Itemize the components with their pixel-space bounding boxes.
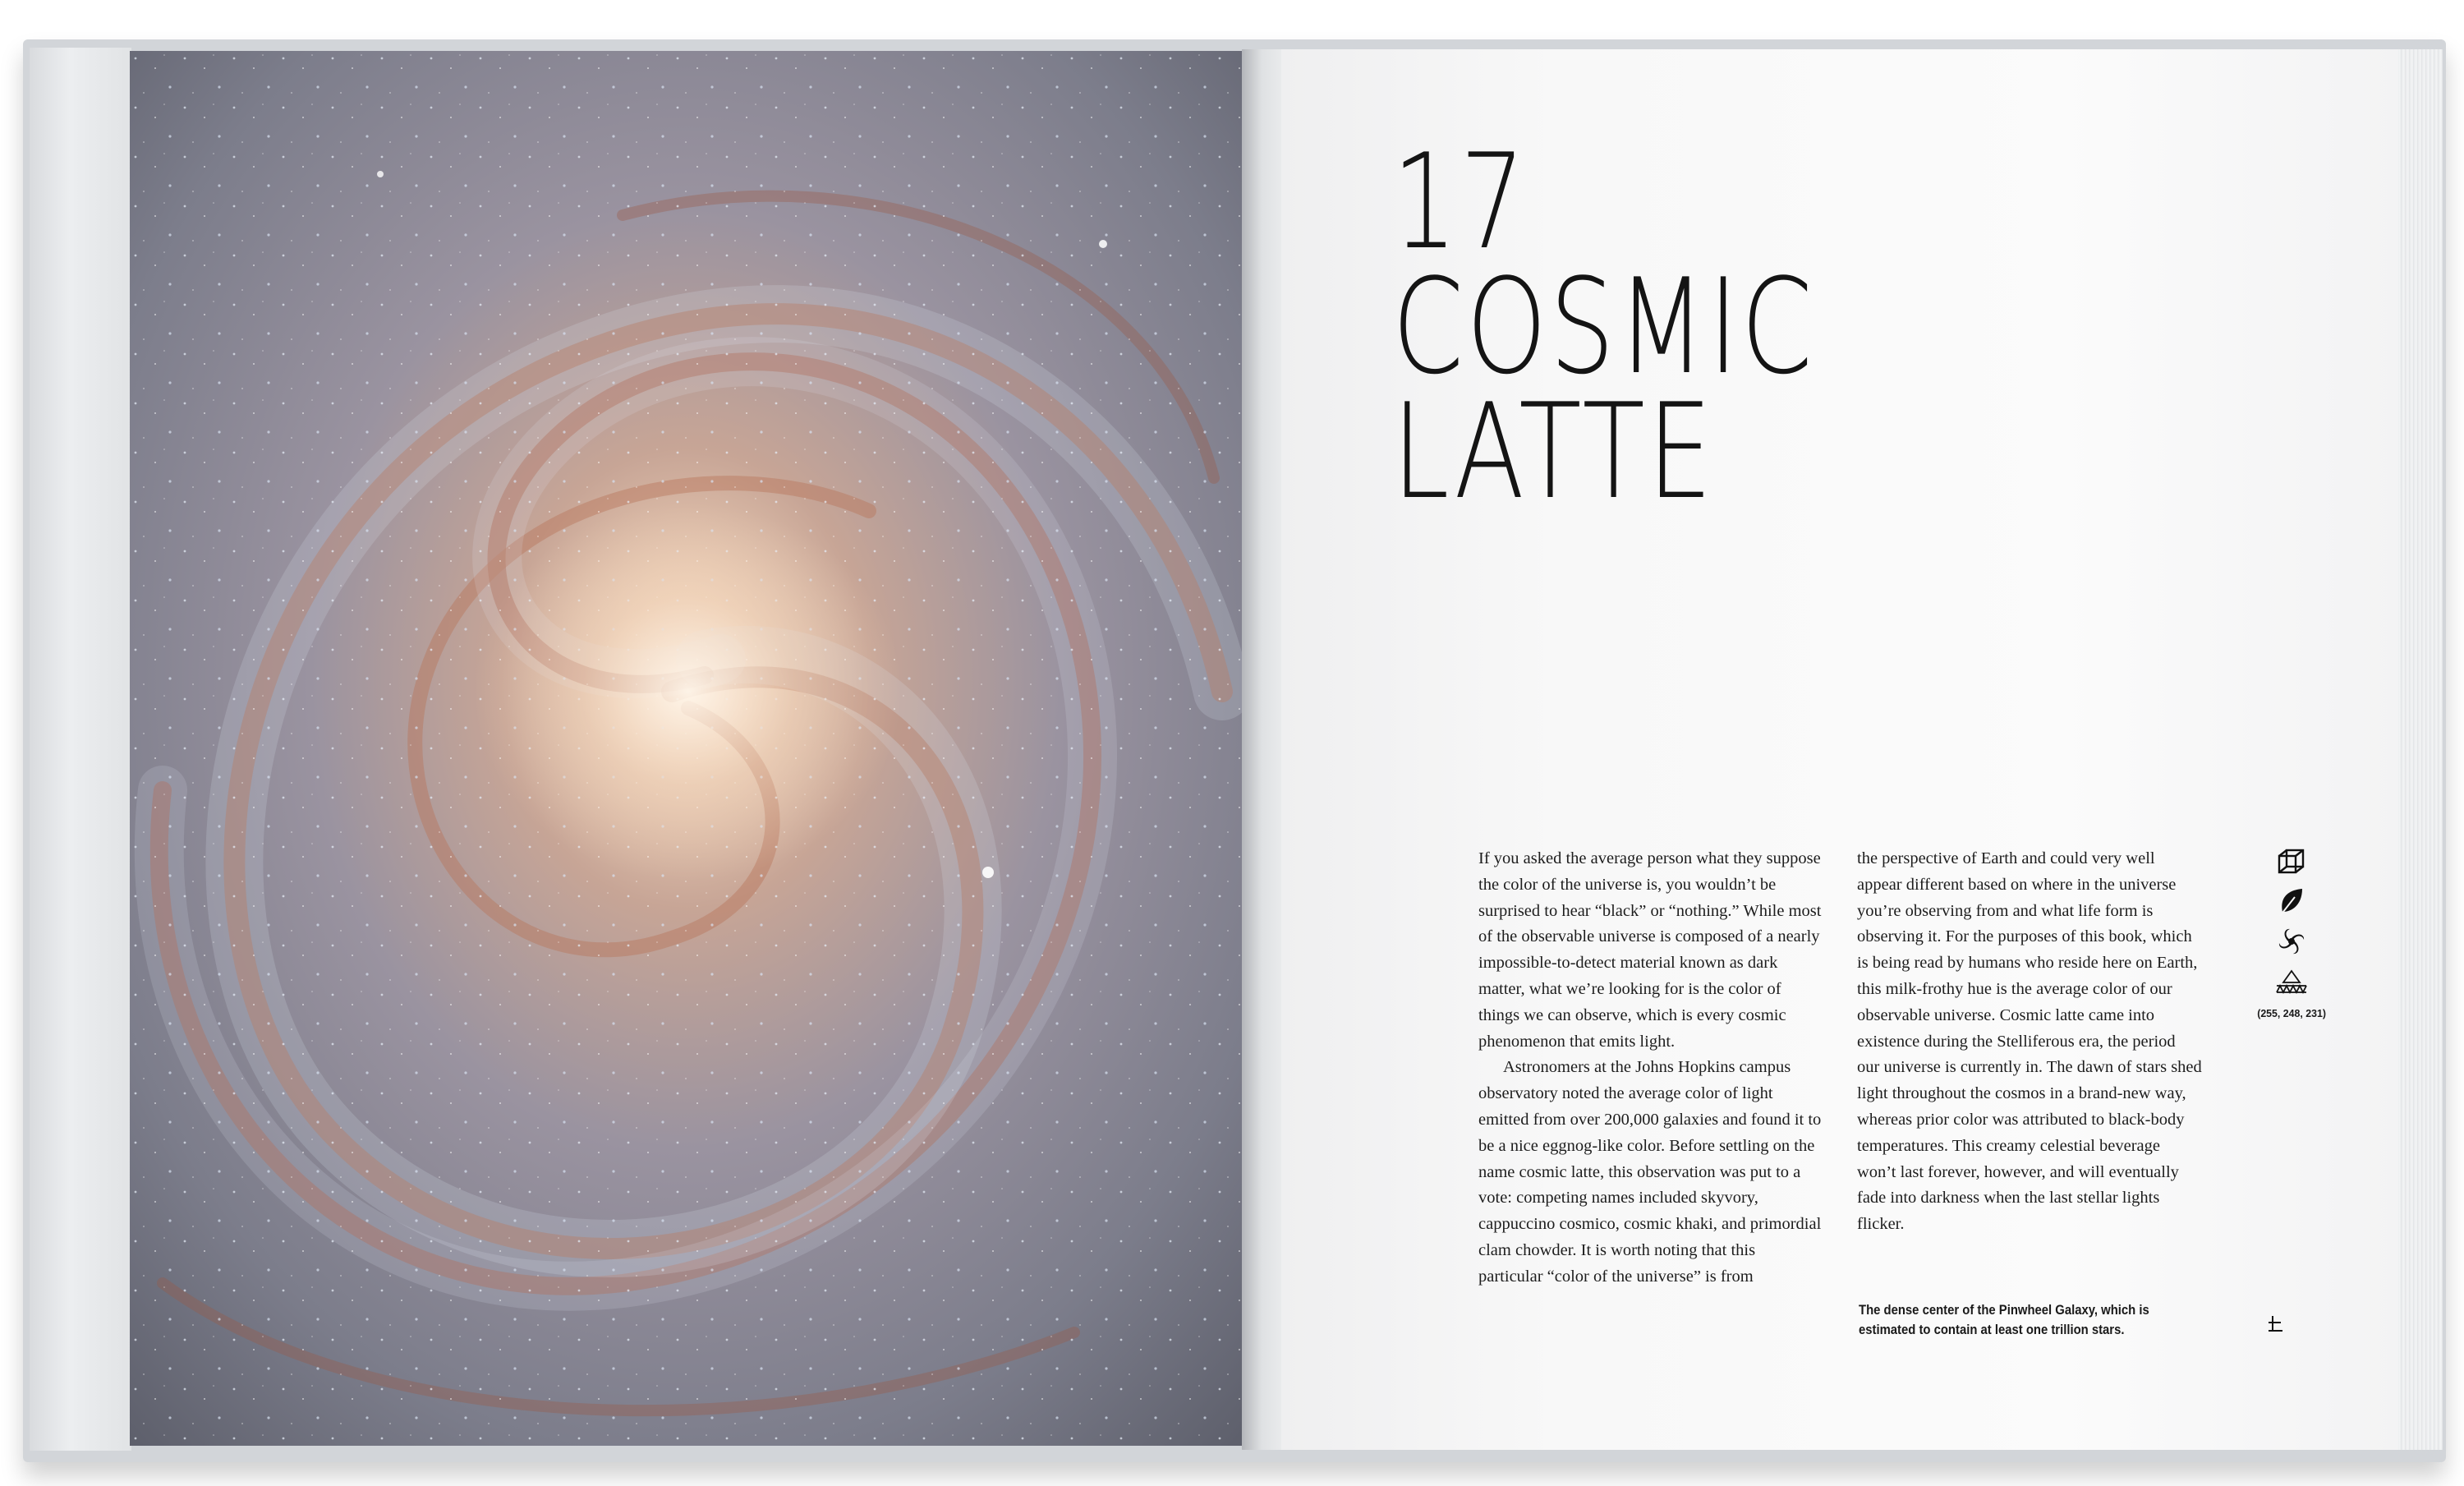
folio-mark-icon	[2268, 1314, 2284, 1334]
rgb-value-label: (255, 248, 231)	[2257, 1007, 2326, 1019]
body-column-1	[1478, 846, 1823, 1290]
chapter-title-line-2: LATTE	[1392, 375, 1715, 528]
photo-caption: The dense center of the Pinwheel Galaxy, which is estimated to contain at least one trillion stars.	[1859, 1303, 2149, 1337]
right-page-edges	[2393, 49, 2443, 1450]
body-column-2	[1857, 846, 2202, 1238]
body-paragraph: If you asked the average person what they suppose the color of the universe is, you wouldn’t be surprised to hear “black” or “nothing.” While most of the observable universe is composed of a nearly impossible-to-detect material known as dark matter, what we’re looking for is the color of things we can observe, which is every cosmic phenomenon that emits light.	[1478, 849, 1822, 1051]
chapter-title	[1392, 125, 1841, 528]
spiral-galaxy-icon	[2275, 925, 2308, 958]
pinwheel-galaxy-photo	[130, 51, 1242, 1446]
chapter-number: 17	[1392, 125, 1529, 278]
category-icons	[2250, 846, 2333, 1019]
body-paragraph: Astronomers at the Johns Hopkins campus observatory noted the average color of light emitted from over 200,000 galaxies and found it to be a nice eggnog-like color. Before settling on the name cosmic latte, this observation was put to a vote: competing names included skyvory, cappuccino cosmico, cosmic khaki, and primordial clam chowder. It is worth noting that this particular “color of the universe” is from	[1478, 1058, 1822, 1286]
chapter-title-line-1: COSMIC	[1392, 250, 1815, 403]
prism-icon	[2275, 964, 2308, 997]
leaf-icon	[2275, 886, 2308, 918]
cube-icon	[2275, 846, 2308, 879]
body-paragraph: the perspective of Earth and could very well appear different based on where in the universe you’re observing from and what life form is observing it. For the purposes of this book, which is being read by humans who reside here on Earth, this milk-frothy hue is the average color of our observable universe. Cosmic latte came into existence during the Stelliferous era, the period our universe is currently in. The dawn of stars shed light throughout the cosmos in a brand-new way, whereas prior color was attributed to black-body temperatures. This creamy celestial beverage won’t last forever, however, and will eventually fade into darkness when the last stellar lights flicker.	[1857, 849, 2202, 1234]
left-page-edges	[30, 48, 131, 1451]
